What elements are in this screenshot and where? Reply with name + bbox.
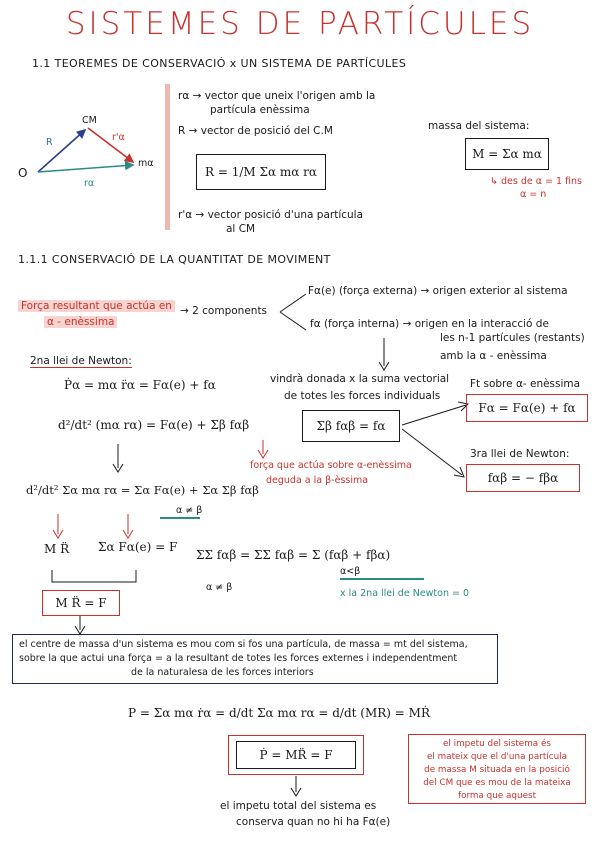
def-r-alpha-line2: partícula enèssima [210,104,310,116]
red-down-arrow-sum [255,438,295,460]
mass-note-line1: ↳ des de α = 1 fins [490,176,582,187]
sum-formula: Σβ fαβ = fα [316,419,386,433]
ft-formula: Fα = Fα(e) + fα [478,401,576,415]
section-1-1-heading: 1.1 TEOREMES DE CONSERVACIÓ x UN SISTEMA DE PARTÍCULES [32,57,407,70]
force-resultant-text2: α - enèssima [44,316,117,328]
impetu-line5: forma que aquest [457,791,537,801]
down-arrow-eq [112,444,124,474]
M-R-double-dot: M R̈ [44,542,70,556]
force-resultant-line1 [18,300,175,312]
section-1-1-1-heading: 1.1.1 CONSERVACIÓ DE LA QUANTITAT DE MOVIMENT [18,253,331,266]
internal-force-line2: les n-1 partícules (restants) [440,332,585,344]
external-force: Fα(e) (força externa) → origen exterior al sistema [308,285,568,297]
MR-F-box [42,590,120,616]
red-down-arrows [50,512,150,540]
cm-statement-line1: el centre de massa d'un sistema es mou com si fos una partícula, de massa = mt del sistema, [19,639,468,650]
cm-statement-line2: sobre la que actui una força = a la resultant de totes les forces externes i independentment [19,653,458,664]
mass-note-line2: α = n [520,189,547,200]
mass-formula-box [465,138,549,170]
r-prime-vector-arrow [88,128,133,162]
impetu-line1: el impetu del sistema és [443,739,551,749]
branch-arrows-right [400,395,472,485]
newton3-formula: fαβ = − fβα [487,471,559,485]
ft-label: Ft sobre α- enèssima [470,378,581,390]
origin-label: O [18,166,28,180]
R-formula: R = 1/M Σα mα rα [204,165,318,179]
branch-lines [278,290,308,334]
newton3-formula-box [466,464,580,492]
MR-F-formula: M R̈ = F [55,596,107,610]
sum-external-forces: Σα Fα(e) = F [98,540,178,554]
R-formula-box [196,154,326,190]
def-r-prime-line2: al CM [226,223,256,235]
down-arrow-cm [74,616,86,636]
cm-label: CM [82,115,97,126]
newton2-eq1: Ṗα = mα r̈α = Fα(e) + fα [64,378,216,392]
def-r-alpha-line1: rα → vector que uneix l'origen amb la [178,90,376,102]
r-alpha-vector-arrow [38,165,133,172]
r-alpha-label: rα [84,178,95,189]
newton2-eq2: d²/dt² (mα rα) = Fα(e) + Σβ fαβ [58,418,250,432]
definition-bar [165,84,170,230]
impetu-box [408,734,586,804]
newton2-title: 2na llei de Newton: [30,355,132,367]
newton3-label: 3ra llei de Newton: [470,448,570,460]
def-r-prime-line1: r'α → vector posició d'una partícula [178,209,364,221]
impetu-line2: el mateix que el d'una partícula [426,752,567,762]
momentum-box-inner [236,741,356,769]
sum-red-line2: deguda a la β-èssima [266,475,369,486]
double-sum-cond2: α<β [340,566,361,577]
sum-text-line2: de totes les forces individuals [284,390,441,402]
momentum-equation: P = Σα mα ṙα = d/dt Σα mα rα = d/dt (MR) = MṘ [128,706,430,720]
momentum-boxed-formula: Ṗ = MR̈ = F [259,748,333,762]
double-sum-cond1: α ≠ β [206,582,233,593]
force-resultant-line2 [44,316,117,328]
bracket [50,568,140,586]
internal-force-line1: fα (força interna) → origen en la interacció de [310,318,549,330]
double-sum-note: x la 2na llei de Newton = 0 [340,588,470,599]
momentum-conclusion-line2: conserva quan no hi ha Fα(e) [236,816,391,828]
m-alpha-label: mα [138,158,154,169]
impetu-line3: de massa M situada en la posició [424,765,570,775]
R-label: R [46,137,53,148]
down-arrow-internal [378,338,390,372]
mass-label: massa del sistema: [428,120,530,132]
internal-force-line3: amb la α - enèssima [440,350,547,362]
cm-statement-line3: de la naturalesa de les forces interiors [131,667,314,678]
def-R: R → vector de posició del C.M [178,125,333,137]
momentum-conclusion-line1: el impetu total del sistema es [220,800,377,812]
sum-red-line1: força que actúa sobre α-enèssima [250,460,412,471]
double-sum-formula: ΣΣ fαβ = ΣΣ fαβ = Σ (fαβ + fβα) [196,548,391,562]
force-resultant-text1: Força resultant que actúa en [18,300,175,312]
ft-formula-box [466,394,588,422]
mass-formula: M = Σα mα [472,147,542,161]
newton2-cond: α ≠ β [176,505,203,516]
impetu-line4: del CM que es mou de la mateixa [423,778,571,788]
sum-formula-box [302,410,400,442]
sum-text-line1: vindrà donada x la suma vectorial [270,373,450,385]
teal-underline [160,517,200,519]
two-components: → 2 components [180,305,268,317]
cm-statement-box [12,634,498,684]
double-sum-underline [340,578,424,580]
newton2-eq3: d²/dt² Σα mα rα = Σα Fα(e) + Σα Σβ fαβ [26,483,259,497]
r-prime-label: r'α [112,132,125,143]
down-arrow-momentum [290,776,302,798]
page-title: SISTEMES DE PARTÍCULES [65,6,535,42]
